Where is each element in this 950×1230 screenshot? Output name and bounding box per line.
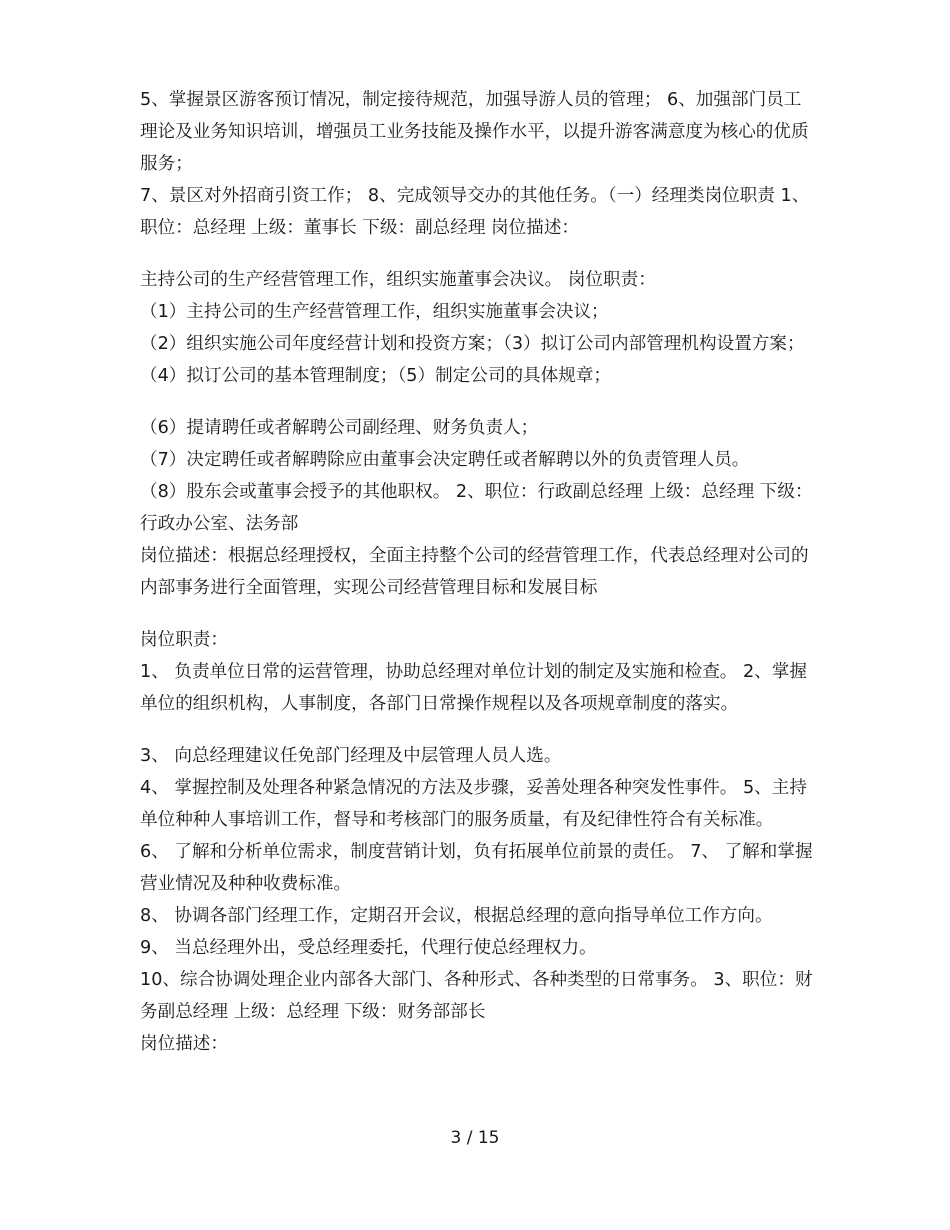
page-number: 3 / 15 [450, 1128, 500, 1148]
paragraph-gm-duty-1: （1）主持公司的生产经营管理工作，组织实施董事会决议； [140, 302, 609, 322]
paragraph-gm-duty-7: （7）决定聘任或者解聘除应由董事会决定聘任或者解聘以外的负责管理人员。 [140, 450, 750, 470]
paragraph-admin-duty-6-7: 6、 了解和分析单位需求，制度营销计划，负有拓展单位前景的责任。 7、 了解和掌握营业情况及种种收费标准。 [140, 842, 813, 894]
paragraph-admin-duty-4-5: 4、 掌握控制及处理各种紧急情况的方法及步骤，妥善处理各种突发性事件。 5、主持单位种种人事培训工作，督导和考核部门的服务质量，有及纪律性符合有关标准。 [140, 778, 807, 830]
paragraph-duties-heading: 岗位职责： [140, 630, 228, 650]
paragraph-gm-duty-6: （6）提请聘任或者解聘公司副经理、财务负责人； [140, 418, 539, 438]
paragraph-gm-duty-2-5: （2）组织实施公司年度经营计划和投资方案；（3）拟订公司内部管理机构设置方案；（4）拟订公司的基本管理制度；（5）制定公司的具体规章； [140, 334, 805, 386]
paragraph-admin-duty-1-2: 1、 负责单位日常的运营管理，协助总经理对单位计划的制定及实施和检查。 2、掌握单位的组织机构，人事制度，各部门日常操作规程以及各项规章制度的落实。 [140, 662, 807, 714]
paragraph-admin-vp-heading: （8）股东会或董事会授予的其他职权。 2、职位：行政副总经理 上级：总经理 下级：行政办公室、法务部 [140, 482, 813, 534]
paragraph-admin-duty-10: 10、综合协调处理企业内部各大部门、各种形式、各种类型的日常事务。 3、职位：财务副总经理 上级：总经理 下级：财务部部长 [140, 970, 813, 1022]
paragraph-tour-duties: 5、掌握景区游客预订情况，制定接待规范，加强导游人员的管理； 6、加强部门员工理论及业务知识培训，增强员工业务技能及操作水平，以提升游客满意度为核心的优质服务； [140, 90, 809, 174]
paragraph-admin-duty-8: 8、 协调各部门经理工作，定期召开会议，根据总经理的意向指导单位工作方向。 [140, 906, 773, 926]
paragraph-admin-duty-9: 9、 当总经理外出，受总经理委托，代理行使总经理权力。 [140, 938, 597, 958]
paragraph-gm-heading: 7、景区对外招商引资工作； 8、完成领导交办的其他任务。（一）经理类岗位职责 1、职位：总经理 上级：董事长 下级：副总经理 岗位描述： [140, 186, 810, 238]
paragraph-admin-duty-3: 3、 向总经理建议任免部门经理及中层管理人员人选。 [140, 746, 562, 766]
paragraph-finance-description: 岗位描述： [140, 1034, 228, 1054]
paragraph-admin-vp-description: 岗位描述：根据总经理授权，全面主持整个公司的经营管理工作，代表总经理对公司的内部事务进行全面管理，实现公司经营管理目标和发展目标 [140, 546, 809, 598]
document-body [140, 84, 816, 1060]
paragraph-gm-description: 主持公司的生产经营管理工作，组织实施董事会决议。 岗位职责： [140, 270, 656, 290]
